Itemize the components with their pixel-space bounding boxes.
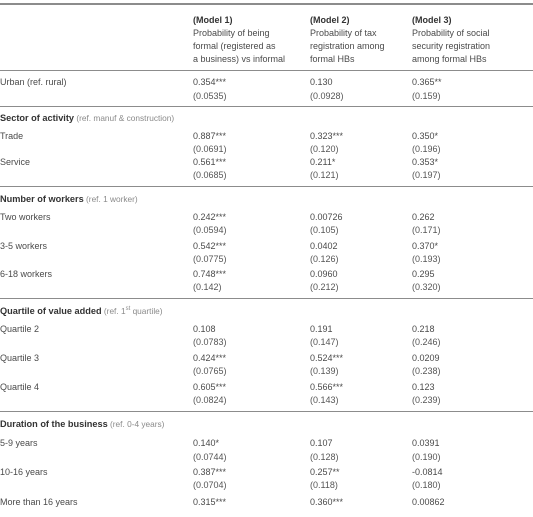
row-label-trade: Trade [0,131,24,141]
row-label-5-9-years: 5-9 years [0,438,38,448]
section-title-sector: Sector of activity (ref. manuf & construction) [0,113,175,123]
coef-cell: 0.370* [412,241,439,251]
coef-cell: 0.257** [310,467,340,477]
se-cell: (0.143) [310,395,339,405]
se-cell: (0.0765) [193,366,227,376]
se-cell: (0.0783) [193,337,227,347]
se-cell: (0.0535) [193,91,227,101]
section-rule [0,106,533,107]
se-cell: (0.159) [412,91,441,101]
col-desc-model-1-line-1: Probability of being [193,28,270,38]
coef-cell: 0.524*** [310,353,344,363]
se-cell: (0.142) [193,282,222,292]
coef-cell: 0.00862 [412,497,445,507]
se-cell: (0.190) [412,452,441,462]
coef-cell: 0.424*** [193,353,227,363]
coef-cell: 0.191 [310,324,333,334]
header-rule [0,70,533,71]
coef-cell: 0.360*** [310,497,344,507]
row-label-3-5-workers: 3-5 workers [0,241,48,251]
col-desc-model-3-line-1: Probability of social [412,28,490,38]
coef-cell: 0.365** [412,77,442,87]
col-header-model-1: (Model 1) [193,15,233,25]
row-label-quartile-3: Quartile 3 [0,353,40,363]
coef-cell: 0.295 [412,269,435,279]
col-desc-model-2-line-3: formal HBs [310,54,355,64]
coef-cell: 0.242*** [193,212,227,222]
col-desc-model-3-line-2: security registration [412,41,491,51]
row-label-10-16-years: 10-16 years [0,467,48,477]
coef-cell: 0.00726 [310,212,343,222]
coef-cell: 0.0391 [412,438,440,448]
se-cell: (0.120) [310,144,339,154]
se-cell: (0.193) [412,254,441,264]
se-cell: (0.0594) [193,225,227,235]
row-label-service: Service [0,157,31,167]
coef-cell: 0.887*** [193,131,227,141]
coef-cell: 0.0960 [310,269,338,279]
coef-cell: 0.130 [310,77,333,87]
coef-cell: 0.107 [310,438,333,448]
coef-cell: 0.605*** [193,382,227,392]
row-label-more-than-16-years: More than 16 years [0,497,78,507]
coef-cell: 0.542*** [193,241,227,251]
se-cell: (0.0704) [193,480,227,490]
coef-cell: 0.262 [412,212,435,222]
se-cell: (0.320) [412,282,441,292]
coef-cell: 0.748*** [193,269,227,279]
section-title-workers: Number of workers (ref. 1 worker) [0,194,138,204]
table-top-rule [0,3,533,5]
section-title-duration: Duration of the business (ref. 0-4 years) [0,419,165,429]
coef-cell: 0.140* [193,438,220,448]
col-desc-model-2-line-1: Probability of tax [310,28,377,38]
col-desc-model-1-line-2: formal (registered as [193,41,276,51]
coef-cell: 0.387*** [193,467,227,477]
row-label-6-18-workers: 6-18 workers [0,269,53,279]
coef-cell: 0.0209 [412,353,440,363]
coef-cell: 0.350* [412,131,439,141]
col-header-model-2: (Model 2) [310,15,350,25]
se-cell: (0.0824) [193,395,227,405]
se-cell: (0.239) [412,395,441,405]
se-cell: (0.0928) [310,91,344,101]
se-cell: (0.121) [310,170,339,180]
se-cell: (0.0744) [193,452,227,462]
se-cell: (0.128) [310,452,339,462]
coef-cell: 0.108 [193,324,216,334]
section-rule [0,186,533,187]
coef-cell: 0.218 [412,324,435,334]
coef-cell: 0.323*** [310,131,344,141]
se-cell: (0.0775) [193,254,227,264]
row-label-two-workers: Two workers [0,212,51,222]
row-label-quartile-2: Quartile 2 [0,324,40,334]
section-rule [0,411,533,412]
se-cell: (0.105) [310,225,339,235]
se-cell: (0.171) [412,225,441,235]
coef-cell: 0.0402 [310,241,338,251]
se-cell: (0.0685) [193,170,227,180]
se-cell: (0.126) [310,254,339,264]
se-cell: (0.196) [412,144,441,154]
coef-cell: 0.354*** [193,77,227,87]
se-cell: (0.197) [412,170,441,180]
coef-cell: 0.211* [310,157,336,167]
coef-cell: 0.561*** [193,157,227,167]
col-desc-model-1-line-3: a business) vs informal [193,54,286,64]
col-desc-model-3-line-3: among formal HBs [412,54,487,64]
se-cell: (0.180) [412,480,441,490]
coef-cell: -0.0814 [412,467,443,477]
se-cell: (0.246) [412,337,441,347]
row-label-urban: Urban (ref. rural) [0,77,67,87]
se-cell: (0.238) [412,366,441,376]
se-cell: (0.118) [310,480,338,490]
col-desc-model-2-line-2: registration among [310,41,385,51]
se-cell: (0.139) [310,366,339,376]
coef-cell: 0.315*** [193,497,227,507]
section-title-quartile: Quartile of value added (ref. 1st quartile) [0,306,163,316]
coef-cell: 0.353* [412,157,439,167]
row-label-quartile-4: Quartile 4 [0,382,40,392]
se-cell: (0.0691) [193,144,227,154]
se-cell: (0.147) [310,337,339,347]
section-rule [0,298,533,299]
se-cell: (0.212) [310,282,339,292]
coef-cell: 0.566*** [310,382,344,392]
coef-cell: 0.123 [412,382,435,392]
col-header-model-3: (Model 3) [412,15,452,25]
